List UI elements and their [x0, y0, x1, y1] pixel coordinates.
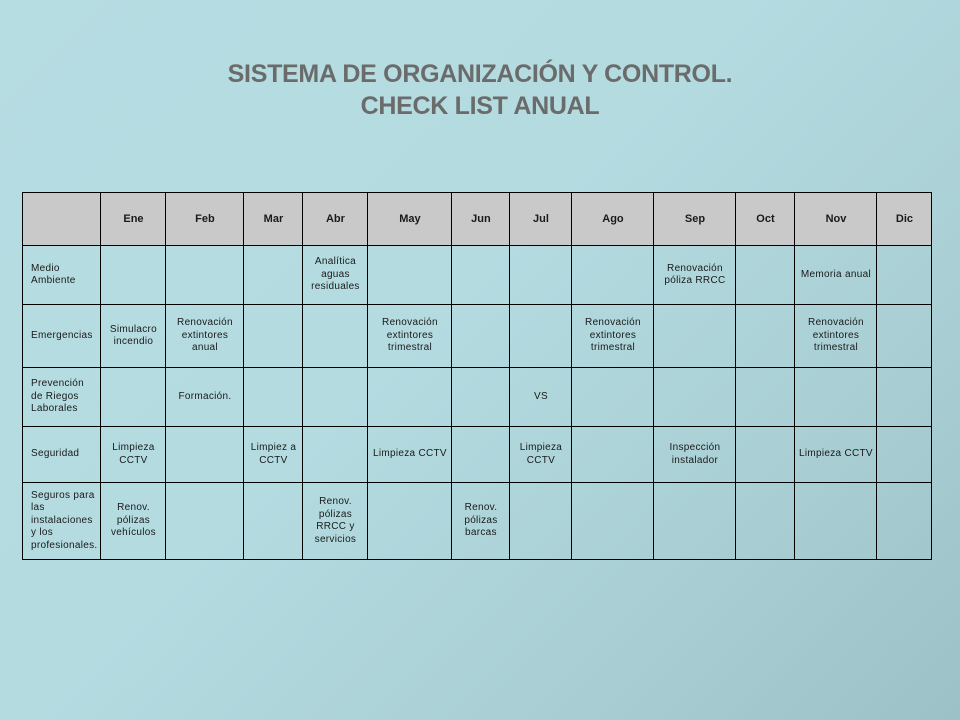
table-cell	[101, 368, 166, 427]
month-header: Oct	[736, 193, 795, 246]
table-cell	[736, 427, 795, 483]
table-cell: Limpieza CCTV	[368, 427, 452, 483]
table-cell	[166, 483, 244, 560]
table-cell	[572, 368, 654, 427]
table-cell	[795, 368, 877, 427]
month-header: Nov	[795, 193, 877, 246]
table-cell	[736, 368, 795, 427]
table-header-row	[23, 193, 932, 246]
table-cell: VS	[510, 368, 572, 427]
table-cell	[510, 483, 572, 560]
month-header: Mar	[244, 193, 303, 246]
table-cell	[877, 246, 932, 305]
table-cell	[452, 427, 510, 483]
table-cell: Simulacro incendio	[101, 305, 166, 368]
table-cell: Renovación extintores anual	[166, 305, 244, 368]
table-cell	[303, 427, 368, 483]
page-subtitle: CHECK LIST ANUAL	[360, 92, 600, 120]
page-title: SISTEMA DE ORGANIZACIÓN Y CONTROL.	[227, 60, 733, 88]
table-cell	[877, 305, 932, 368]
table-cell	[244, 368, 303, 427]
month-header: Dic	[877, 193, 932, 246]
table-row	[23, 427, 932, 483]
table-cell: Limpieza CCTV	[510, 427, 572, 483]
table-cell	[510, 246, 572, 305]
table-row	[23, 305, 932, 368]
row-label: Medio Ambiente	[23, 246, 101, 305]
table-row	[23, 483, 932, 560]
table-row	[23, 246, 932, 305]
month-header: Jun	[452, 193, 510, 246]
table-cell	[654, 483, 736, 560]
table-cell	[736, 246, 795, 305]
table-cell	[368, 246, 452, 305]
table-cell: Memoria anual	[795, 246, 877, 305]
table-cell: Limpiez a CCTV	[244, 427, 303, 483]
table-cell: Renov. pólizas vehículos	[101, 483, 166, 560]
table-cell: Renovación extintores trimestral	[795, 305, 877, 368]
table-cell: Limpieza CCTV	[101, 427, 166, 483]
row-label: Seguros para las instalaciones y los profesionales.	[23, 483, 101, 560]
table-cell	[101, 246, 166, 305]
table-cell	[244, 305, 303, 368]
table-cell	[572, 246, 654, 305]
table-cell	[166, 246, 244, 305]
table-cell: Renov. pólizas RRCC y servicios	[303, 483, 368, 560]
table-cell	[877, 368, 932, 427]
table-cell	[572, 427, 654, 483]
row-label: Prevención de Riegos Laborales	[23, 368, 101, 427]
table-cell: Renov. pólizas barcas	[452, 483, 510, 560]
table-cell	[244, 246, 303, 305]
month-header: Ago	[572, 193, 654, 246]
month-header: Jul	[510, 193, 572, 246]
annual-checklist-table	[22, 192, 932, 560]
month-header: May	[368, 193, 452, 246]
table-cell: Renovación extintores trimestral	[368, 305, 452, 368]
corner-cell	[23, 193, 101, 246]
table-cell	[368, 368, 452, 427]
table-cell	[166, 427, 244, 483]
table-cell: Limpieza CCTV	[795, 427, 877, 483]
table-cell	[736, 483, 795, 560]
table-cell: Formación.	[166, 368, 244, 427]
table-cell	[877, 483, 932, 560]
table-cell	[452, 368, 510, 427]
table-cell	[572, 483, 654, 560]
table-cell	[795, 483, 877, 560]
table-cell: Analítica aguas residuales	[303, 246, 368, 305]
month-header: Ene	[101, 193, 166, 246]
table-cell: Renovación póliza RRCC	[654, 246, 736, 305]
table-cell: Renovación extintores trimestral	[572, 305, 654, 368]
row-label: Seguridad	[23, 427, 101, 483]
table-cell	[452, 246, 510, 305]
table-row	[23, 368, 932, 427]
table-cell	[303, 368, 368, 427]
table-cell	[452, 305, 510, 368]
month-header: Abr	[303, 193, 368, 246]
table-cell	[510, 305, 572, 368]
month-header: Sep	[654, 193, 736, 246]
table-cell	[368, 483, 452, 560]
table-cell	[654, 368, 736, 427]
table-cell	[877, 427, 932, 483]
table-cell	[244, 483, 303, 560]
table-cell	[736, 305, 795, 368]
table-cell: Inspección instalador	[654, 427, 736, 483]
row-label: Emergencias	[23, 305, 101, 368]
table-cell	[654, 305, 736, 368]
table-cell	[303, 305, 368, 368]
month-header: Feb	[166, 193, 244, 246]
